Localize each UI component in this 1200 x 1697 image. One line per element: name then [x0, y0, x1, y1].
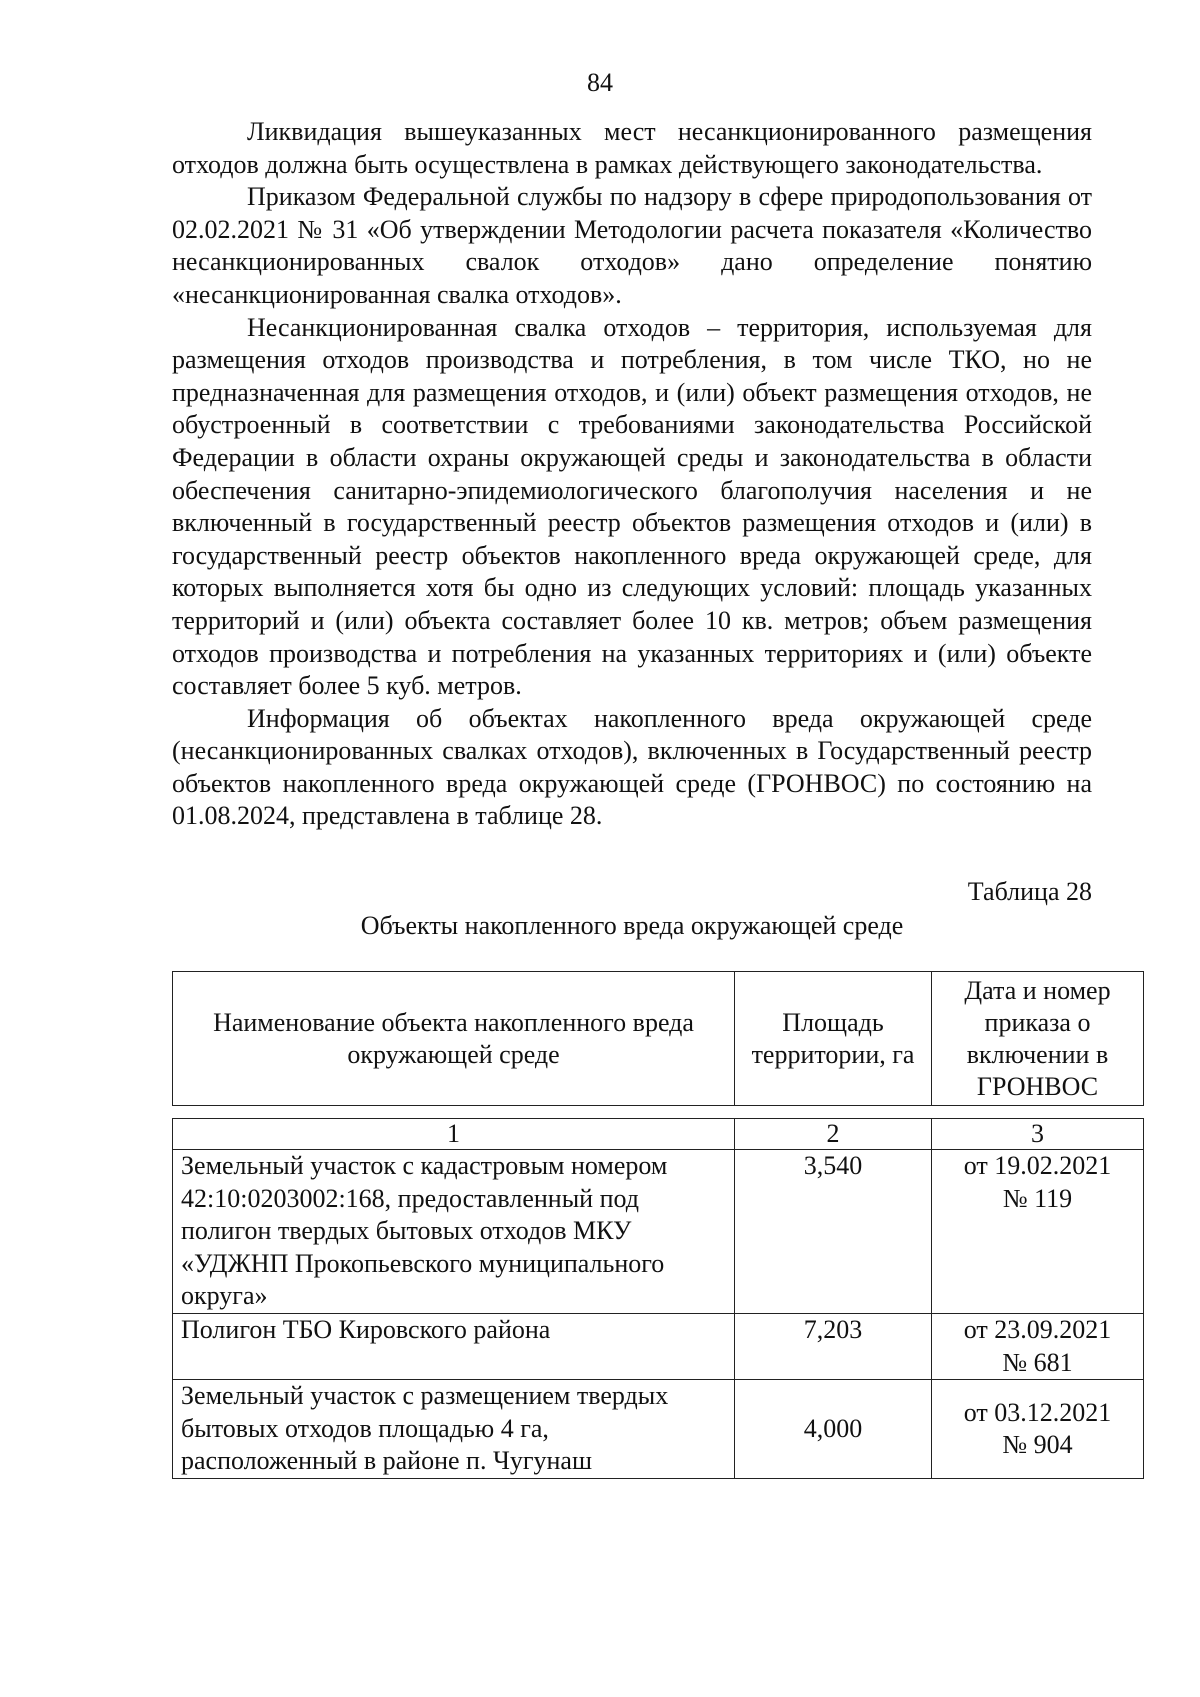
cell-order	[932, 1150, 1144, 1314]
page-number: 84	[587, 68, 613, 97]
paragraph-1: Ликвидация вышеуказанных мест несанкционированного размещения отходов должна быть осуществлена в рамках действующего законодательства.	[172, 117, 1092, 179]
table-row	[173, 1314, 1144, 1380]
document-body	[172, 116, 1112, 1479]
order-date: от 19.02.2021	[963, 1151, 1112, 1181]
cell-area: 4,000	[735, 1380, 932, 1479]
column-number-row	[173, 1119, 1144, 1150]
cell-area: 7,203	[735, 1314, 932, 1380]
order-number: № 119	[1002, 1183, 1073, 1213]
column-number-1: 1	[173, 1119, 735, 1150]
header-order: Дата и номер приказа о включении в ГРОНВОС	[932, 972, 1144, 1106]
cell-object-name: Земельный участок с размещением твердых бытовых отходов площадью 4 га, расположенный в районе п. Чугунаш	[173, 1380, 735, 1479]
order-number: № 681	[1002, 1347, 1073, 1377]
header-area: Площадь территории, га	[735, 972, 932, 1106]
table-title: Объекты накопленного вреда окружающей среде	[360, 911, 904, 941]
cell-order	[932, 1380, 1144, 1479]
order-number: № 904	[1002, 1430, 1073, 1460]
paragraph-4: Информация об объектах накопленного вреда окружающей среде (несанкционированных свалках отходов), включенных в Государственный реестр объектов накопленного вреда окружающей среде (ГРОНВОС) по состоянию на 01.08.2024, представлена в таблице 28.	[172, 703, 1092, 831]
column-number-3: 3	[932, 1119, 1144, 1150]
table-label: Таблица 28	[967, 877, 1092, 907]
table-header	[172, 971, 1144, 1106]
cell-order	[932, 1314, 1144, 1380]
header-row	[173, 972, 1144, 1106]
order-date: от 03.12.2021	[963, 1397, 1112, 1427]
column-number-2: 2	[735, 1119, 932, 1150]
cell-object-name: Полигон ТБО Кировского района	[173, 1314, 735, 1380]
cell-area: 3,540	[735, 1150, 932, 1314]
data-table	[172, 1118, 1144, 1479]
cell-object-name: Земельный участок с кадастровым номером 42:10:0203002:168, предоставленный под полигон твердых бытовых отходов МКУ «УДЖНП Прокопьевского муниципального округа»	[173, 1150, 735, 1314]
order-date: от 23.09.2021	[963, 1315, 1112, 1345]
table-row	[173, 1150, 1144, 1314]
paragraph-3: Несанкционированная свалка отходов – территория, используемая для размещения отходов производства и потребления, в том числе ТКО, но не предназначенная для размещения отходов, и (или) объект размещения отходов, не обустроенный в соответствии с требованиями законодательства Российской Федерации в области охраны окружающей среды и законодательства в области обеспечения санитарно-эпидемиологического благополучия населения и не включенный в государственный реестр объектов размещения отходов и (или) в государственный реестр объектов накопленного вреда окружающей среде, для которых выполняется хотя бы одно из следующих условий: площадь указанных территорий и (или) объекта составляет более 10 кв. метров; объем размещения отходов производства и потребления на указанных территориях и (или) объекте составляет более 5 куб. метров.	[172, 312, 1092, 701]
paragraph-2: Приказом Федеральной службы по надзору в сфере природопользования от 02.02.2021 № 31 «Об утверждении Методологии расчета показателя «Количество несанкционированных свалок отходов» дано определение понятию «несанкционированная свалка отходов».	[172, 182, 1092, 309]
table-row	[173, 1380, 1144, 1479]
header-name: Наименование объекта накопленного вреда окружающей среде	[173, 972, 735, 1106]
